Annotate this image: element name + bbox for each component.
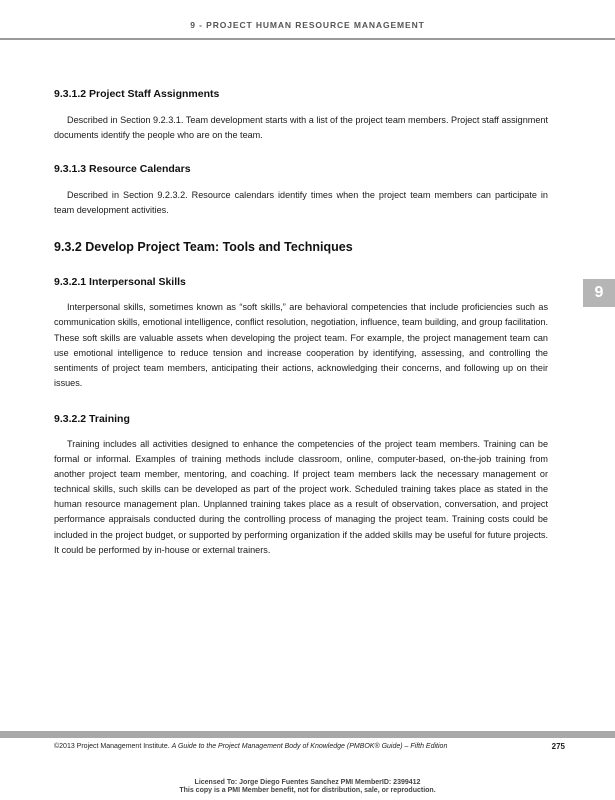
- page-number: 275: [551, 742, 565, 751]
- page-header: [0, 0, 615, 40]
- section-heading-tools-and-techniques: 9.3.2 Develop Project Team: Tools and Techniques: [54, 240, 353, 255]
- section-paragraph-resource-calendars: Described in Section 9.2.3.2. Resource calendars identify times when the project team members can participate in team development activities.: [54, 190, 548, 216]
- section-paragraph-interpersonal-skills: Interpersonal skills, sometimes known as “soft skills,” are behavioral competencies that include proficiencies such as communication skills, emotional intelligence, conflict resolution, negotiation, influence, team building, and group facilitation. These soft skills are valuable assets when developing the project team. For example, the project management team can use emotional intelligence to reduce tension and increase cooperation by identifying, assessing, and controlling the sentiments of project team members, anticipating their actions, acknowledging their concerns, and following up on their issues.: [54, 302, 548, 388]
- license-notice: [0, 779, 615, 795]
- footer-book-title: A Guide to the Project Management Body of Knowledge (PMBOK® Guide) – Fifth Edition: [171, 743, 448, 750]
- section-paragraph-project-staff-assignments: Described in Section 9.2.3.1. Team development starts with a list of the project team members. Project staff assignment documents identify the people who are on the team.: [54, 115, 548, 141]
- license-line-2: This copy is a PMI Member benefit, not for distribution, sale, or reproduction.: [179, 787, 436, 794]
- footer-citation: [54, 743, 447, 750]
- section-paragraph-training: Training includes all activities designed to enhance the competencies of the project team members. Training can be formal or informal. Examples of training methods include classroom, online, computer-based, on-the-job training from another project team member, mentoring, and coaching. If project team members lack the necessary management or technical skills, such skills can be developed as part of the project work. Scheduled training takes place as stated in the human resource management plan. Unplanned training takes place as a result of observation, conversation, and project performance appraisals conducted during the controlling process of managing the project team. Training costs could be included in the project budget, or supported by performing organization if the added skills may be useful for future projects. It could be performed by in-house or external trainers.: [54, 438, 548, 555]
- page-content: [54, 86, 548, 558]
- section-heading-project-staff-assignments: 9.3.1.2 Project Staff Assignments: [54, 88, 220, 100]
- chapter-tab: 9: [583, 279, 615, 307]
- chapter-title: 9 - PROJECT HUMAN RESOURCE MANAGEMENT: [190, 20, 425, 30]
- section-heading-resource-calendars: 9.3.1.3 Resource Calendars: [54, 163, 191, 176]
- section-heading-interpersonal-skills: 9.3.2.1 Interpersonal Skills: [54, 276, 186, 289]
- footer-copyright: ©2013 Project Management Institute.: [54, 743, 170, 750]
- license-line-1: Licensed To: Jorge Diego Fuentes Sanchez PMI MemberID: 2399412: [194, 779, 421, 786]
- section-heading-training: 9.3.2.2 Training: [54, 412, 130, 425]
- footer-divider: [0, 731, 615, 738]
